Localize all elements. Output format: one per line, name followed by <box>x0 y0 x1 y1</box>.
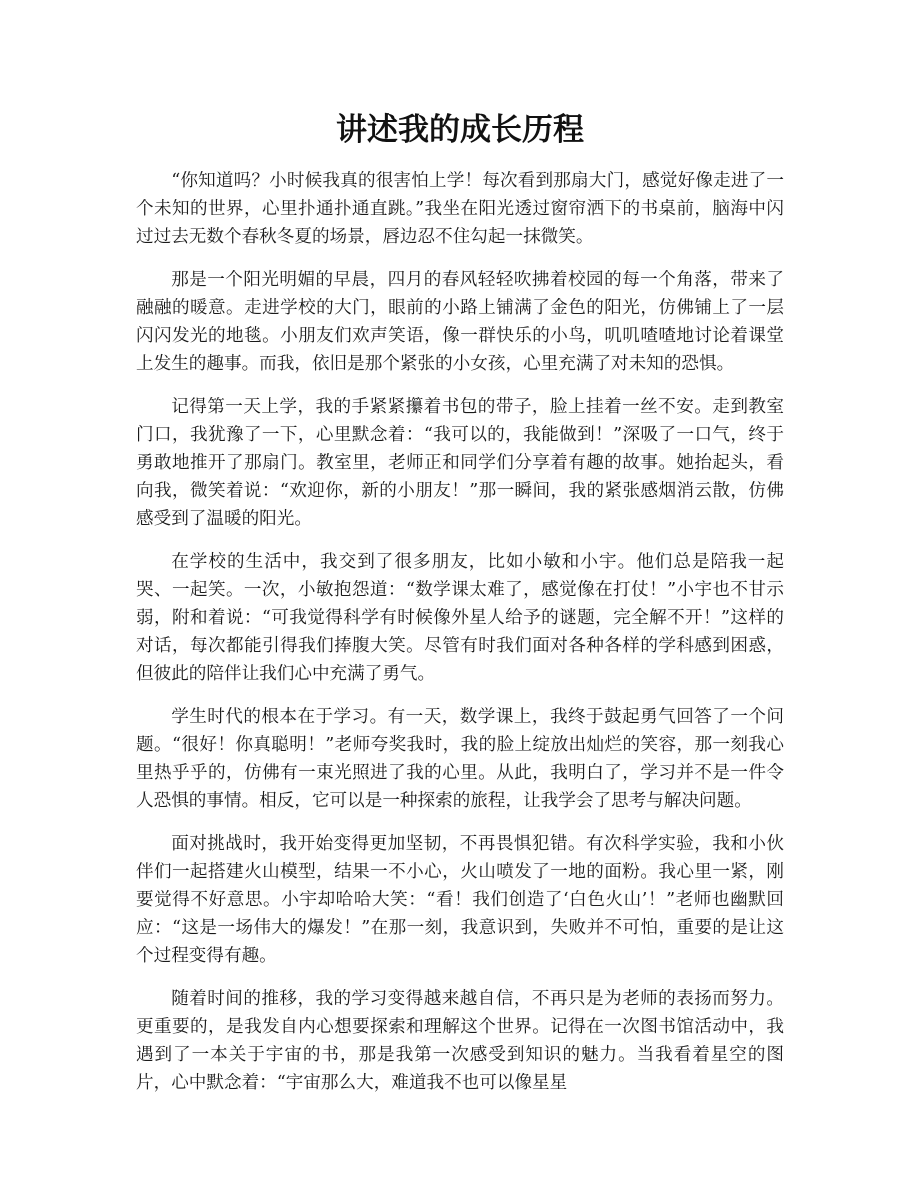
paragraph-4: 在学校的生活中，我交到了很多朋友，比如小敏和小宇。他们总是陪我一起哭、一起笑。一次，小敏抱怨道：“数学课太难了，感觉像在打仗！”小宇也不甘示弱，附和着说：“可我觉得科学有时候像外星人给予的谜题，完全解不开！”这样的对话，每次都能引得我们捧腹大笑。尽管有时我们面对各种各样的学科感到困惑，但彼此的陪伴让我们心中充满了勇气。 <box>136 552 784 684</box>
document-title: 讲述我的成长历程 <box>336 112 584 148</box>
paragraph-3: 记得第一天上学，我的手紧紧攥着书包的带子，脸上挂着一丝不安。走到教室门口，我犹豫了一下，心里默念着：“我可以的，我能做到！”深吸了一口气，终于勇敢地推开了那扇门。教室里，老师正和同学们分享着有趣的故事。她抬起头，看向我，微笑着说：“欢迎你，新的小朋友！”那一瞬间，我的紧张感烟消云散，仿佛感受到了温暖的阳光。 <box>136 397 784 529</box>
paragraph-6: 面对挑战时，我开始变得更加坚韧，不再畏惧犯错。有次科学实验，我和小伙伴们一起搭建火山模型，结果一不小心，火山喷发了一地的面粉。我心里一紧，刚要觉得不好意思。小宇却哈哈大笑：“看！我们创造了‘白色火山’！”老师也幽默回应：“这是一场伟大的爆发！”在那一刻，我意识到，失败并不可怕，重要的是让这个过程变得有趣。 <box>136 834 784 966</box>
paragraph-1: “你知道吗？小时候我真的很害怕上学！每次看到那扇大门，感觉好像走进了一个未知的世界，心里扑通扑通直跳。”我坐在阳光透过窗帘洒下的书桌前，脑海中闪过过去无数个春秋冬夏的场景，唇边忍不住勾起一抹微笑。 <box>136 171 784 247</box>
paragraph-2: 那是一个阳光明媚的早晨，四月的春风轻轻吹拂着校园的每一个角落，带来了融融的暖意。走进学校的大门，眼前的小路上铺满了金色的阳光，仿佛铺上了一层闪闪发光的地毯。小朋友们欢声笑语，像一群快乐的小鸟，叽叽喳喳地讨论着课堂上发生的趣事。而我，依旧是那个紧张的小女孩，心里充满了对未知的恐惧。 <box>136 270 784 374</box>
paragraph-7: 随着时间的推移，我的学习变得越来越自信，不再只是为老师的表扬而努力。更重要的，是我发自内心想要探索和理解这个世界。记得在一次图书馆活动中，我遇到了一本关于宇宙的书，那是我第一次感受到知识的魅力。当我看着星空的图片，心中默念着：“宇宙那么大，难道我不也可以像星星 <box>136 989 784 1093</box>
document-body <box>136 167 784 1112</box>
paragraph-5: 学生时代的根本在于学习。有一天，数学课上，我终于鼓起勇气回答了一个问题。“很好！你真聪明！”老师夸奖我时，我的脸上绽放出灿烂的笑容，那一刻我心里热乎乎的，仿佛有一束光照进了我的心里。从此，我明白了，学习并不是一件令人恐惧的事情。相反，它可以是一种探索的旅程，让我学会了思考与解决问题。 <box>136 707 784 811</box>
